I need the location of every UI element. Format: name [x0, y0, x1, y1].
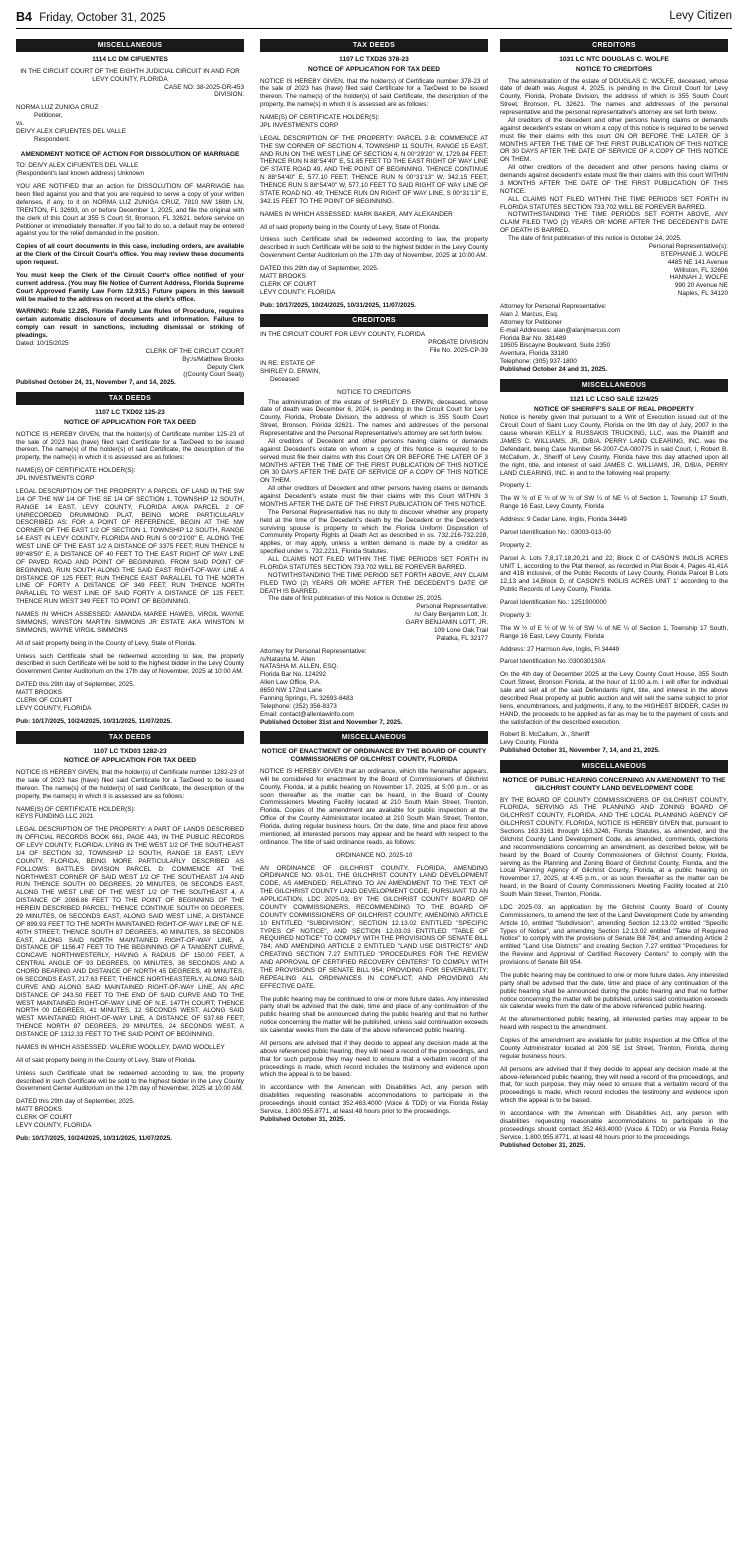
parcel-id: Parcel Identification No.:030030130A [500, 658, 606, 666]
masthead-left [16, 10, 166, 24]
attorney-line: Florida Bar No. 381489 [500, 334, 567, 342]
signature-line: LEVY COUNTY, FLORIDA [260, 288, 336, 296]
decedent-role: Deceased [270, 375, 299, 383]
signature-line: By:/s/Matthew Brooks [182, 355, 244, 363]
attorney-line: Attorney for Personal Representative: [260, 647, 367, 655]
creditor-paragraph: All other creditors of the decedent and other persons having claims or demands against decedent's estate must file their claims with this court WITHIN 3 MONTHS AFTER THE DATE OF THE FIRST PUBLICATION OF THIS NOTICE. [500, 164, 728, 195]
creditor-paragraph: All creditors of Decedent and other persons having claims or demands against Decedent's estate on whom a copy of this Notice is required to be served must file their claims with this Court ON OR BEFORE THE LATER OF 3 MONTHS AFTER THE TIME OF THE FIRST PUBLICATION OF THIS NOTICE OR 30 DAYS AFTER THE DATE OF SERVICE OF A COPY OF THIS NOTICE ON THEM. [260, 437, 488, 485]
creditor-paragraph: All other creditors of Decedent and other persons having claims or demands against Decedent's estate must file their claims with this Court WITHIN 3 MONTHS AFTER THE DATE OF THE FIRST PUBLICATION OF THIS NOTICE. [260, 485, 488, 508]
publication-dates: Pub: 10/17/2025, 10/24/2025, 10/31/2025, 11/07/2025. [260, 301, 416, 309]
ada-notice: In accordance with the American with Disabilities Act, any person with disabilities requesting reasonable accommodations to participate in the proceedings should contact 352.463.4000 (Voice & TDD) or via Florida Relay Service, 1.800.955.8771, at least 48 hours prior to the proceedings. [500, 1110, 728, 1141]
notice-id: 1107 LC TXD03 1282-23 [93, 747, 167, 755]
signature-line: LEVY COUNTY, FLORIDA [16, 1121, 92, 1129]
attorney-line: Email: contact@allenlawinfo.com [260, 710, 354, 718]
dated: Dated: 10/15/2025 [16, 339, 69, 347]
division: DIVISION: [214, 91, 244, 99]
section-header-miscellaneous: MISCELLANEOUS [500, 760, 728, 773]
section-header-tax-deeds: TAX DEEDS [260, 39, 488, 52]
holder-name: JPL INVESTMENTS CORP [260, 121, 339, 129]
versus: vs. [16, 120, 25, 128]
attorney-line: E-mail Addresses: alan@alanjmarcus.com [500, 326, 621, 334]
rep-line: 4485 NE 141 Avenue [667, 258, 728, 266]
masthead [16, 10, 732, 28]
signature-line: MATT BROOKS [260, 272, 306, 280]
dated: DATED this 29th day of September, 2025. [16, 1098, 135, 1106]
attorney-line: Attorney for Petitioner [500, 318, 562, 326]
hearing-continuation: The public hearing may be continued to one or more future dates. Any interested party shall be advised that the date, time and place of any continuation of the public hearing shall be announced during the public hearing and that no further notice concerning the matter will be published, unless said continuation exceeds six calendar weeks from the date of the above referenced public hearing. [260, 995, 488, 1035]
estate-line: IN RE: ESTATE OF [260, 360, 316, 368]
rep-line: Personal Representative: [416, 603, 488, 611]
signature-line: CLERK OF COURT [16, 696, 73, 704]
decedent-name: SHIRLEY D. ERWIN, [260, 367, 321, 375]
property-address: Address: 27 Harrison Ave, Inglis, Fl 34449 [500, 645, 620, 653]
hearing-continuation: The public hearing may be continued to one or more future dates. Any interested party shall be advised that the date, time and place of any continuation of the public hearing shall be announced during the public hearing and that no further notice concerning the matter will be published, unless said continuation exceeds six calendar weeks from the date of the above referenced public hearing. [500, 971, 728, 1011]
property-heading: Property 3: [500, 611, 532, 619]
names-assessed: NAMES IN WHICH ASSESSED: AMANDA MAREE HAWES, VIRGIL WAYNE SIMMONS, WINSTON MARTIN SIMMONS JR ESTATE AKA WINSTON M SIMMONS, WAYNE VIRGIL SIMMONS [16, 611, 244, 634]
publication-dates: Published October 31, November 7, 14, and 21, 2025. [500, 747, 660, 755]
holder-label: NAME(S) OF CERTIFICATE HOLDER(S): [16, 805, 136, 813]
attorney-line: Attorney for Personal Representative: [500, 303, 607, 311]
publication-dates: Published October 24 and 31, 2025. [500, 366, 608, 374]
notice-bold-paragraph: Copies of all court documents in this case, including orders, are available at the Clerk of the Circuit Court's office. You may review these documents upon request. [16, 243, 244, 267]
attorney-line: Alan J. Marcus, Esq. [500, 310, 559, 318]
sale-terms: On the 4th day of December 2025 at the Levy County Court House, 355 South Court Street, Bronson Florida, at the hour of 11:00 a.m. I will offer for individual sale and sell all of the said Defendants right, title, and interest in the above described Real property at public auction and will sell the same subject to prior liens, encumbrances, and judgments, if any, to the HIGHEST BIDDER, CASH IN HAND, the proceeds to be applied as far as may be to the payment of costs and the satisfaction of the described execution. [500, 671, 728, 726]
court-name: IN THE CIRCUIT COURT FOR LEVY COUNTY, FLORIDA [260, 331, 426, 339]
property-description: Parcel A: Lots 7,8,17,18,20,21 and 22, Block C of CASON'S INGLIS ACRES UNIT 1, according to the Plat thereof, as recorded in Plat Book 4, Pages 41,41A and 41B inclusive, of the Public Records of Levy County, Florida Parcel B Lots 12,13 and 14,Block D, of CASON'S INGLIS ACRES UNIT 1' according to the Public Records of Levy County, Florida. [500, 554, 728, 594]
signature-line: Levy County, Florida [500, 739, 559, 747]
signature-line: ((County Court Seal)) [183, 371, 244, 379]
masthead-rule [16, 28, 732, 29]
attorney-line: Allen Law Office, P.A. [260, 679, 321, 687]
ordinance-number: ORDINANCE NO. 2025-10 [335, 851, 413, 859]
publication-dates: Published October 31st and November 7, 2025. [260, 718, 403, 726]
rep-line: /s/ Gary Benjamin Lott, Jr. [414, 611, 488, 619]
signature-line: CLERK OF COURT [16, 1114, 73, 1122]
notice-id: 1114 LC DM CIFUENTES [92, 56, 168, 63]
creditor-paragraph: The Personal Representative has no duty to discover whether any property held at the time of the Decedent's death by the Decedent or the Decedent's surviving spouse is property to which the Florida Uniform Disposition of Community Property Rights at Death Act as described in ss. 732.216-732.228, applies, or may apply, unless a written demand is made by a creditor as specified under s. 732.2211, Florida Statutes. [260, 508, 488, 556]
section-header-creditors: CREDITORS [260, 314, 488, 327]
rep-line: Naples, FL 34120 [677, 290, 728, 298]
notice-title: NOTICE OF APPLICATION FOR TAX DEED [307, 65, 441, 73]
attorney-line: Telephone: (305) 937-1800 [500, 358, 577, 366]
rep-line: Williston, FL 32696 [673, 266, 728, 274]
column-1 [16, 36, 244, 1146]
property-description: The W ½ of E ½ of W ½ of SW ¼ of NE ¼ of Section 1, Township 17 South, Range 16 East, Levy County, Florida [500, 624, 728, 640]
creditor-paragraph: The date of first publication of this notice is October 24, 2025. [508, 235, 682, 243]
petitioner-role: Petitioner, [34, 112, 63, 120]
attorney-line: Telephone: (352) 356-8373 [260, 702, 337, 710]
creditor-paragraph: NOTWITHSTANDING THE TIME PERIOD SET FORTH ABOVE, ANY CLAIM FILED TWO (2) YEARS OR MORE AFTER THE DECEDENT'S DATE OF DEATH IS BARRED. [260, 571, 488, 595]
signature-line: CLERK OF COURT [260, 280, 317, 288]
publication-dates: Published October 24, 31, November 7, and 14, 2025. [16, 379, 176, 387]
column-3 [500, 36, 728, 1152]
notice-title: NOTICE OF PUBLIC HEARING CONCERNING AN AMENDMENT TO THE GILCHRIST COUNTY LAND DEVELOPMENT CODE [502, 777, 726, 792]
rep-line: Palatka, FL 32177 [436, 634, 488, 642]
signature-line: MATT BROOKS [16, 689, 62, 697]
legal-description: LEGAL DESCRIPTION OF THE PROPERTY: PARCEL 2-B: COMMENCE AT THE SW CORNER OF SECTION 4, TOWNSHIP 11 SOUTH, RANGE 15 EAST, AND RUN ON THE WEST LINE OF SECTION 4, N 00°29'20" W, 1729.84 FEET; THENCE RUN N 88°54'40" E, 51.85 FEET TO THE EAST RIGHT OF WAY LINE OF STATE ROAD 49, AND THE POINT OF BEGINNING. THENCE CONTINUE N 88°54'40" E, 577.10 FEET; THENCE RUN N 00°31'13" W, 342.15 FEET; THENCE RUN S 88°54'40" W, 577.10 FEET TO SAID RIGHT OF WAY LINE OF STATE ROAD NO. 49; THENCE RUN ON RIGHT OF WAY LINE, S 00°31'13" E, 342.15 FEET TO THE POINT OF BEGINNING. [260, 134, 488, 205]
legal-description: LEGAL DESCRIPTION OF THE PROPERTY: A PART OF LANDS DESCRIBED IN OFFICIAL RECORDS BOOK 661, PAGE 443, IN THE PUBLIC RECORDS OF LEVY COUNTY, FLORIDA; LYING IN THE WEST 1/2 OF THE SOUTHEAST 1/4 OF SECTION 32, TOWNSHIP 12 SOUTH, RANGE 18 EAST, LEVY COUNTY, FLORIDA, BEING MORE PARTICULARLY DESCRIBED AS FOLLOWS: BATTLES DIVISION PARCEL D: COMMENCE AT THE NORTHWEST CORNER OF SAID WEST 1/2 OF THE SOUTHEAST 1/4 AND RUN THENCE SOUTH 00 DEGREES, 29 MINUTES, 06 SECONDS EAST, ALONG THE WEST LINE OF THE WEST 1/2 OF THE SOUTHEAST 4, A DISTANCE OF 2086.86 FEET TO THE POINT OF BEGINNING OF THE HEREIN DESCRIBED PARCEL; THENCE CONTINUE SOUTH 00 DEGREES, 29 MINUTES, 06 SECONDS EAST, ALONG SAID WEST LINE, A DISTANCE OF 899.93 FEET TO THE NORTH MAINTAINED RIGHT-OF-WAY LINE OF N.E. 40TH STREET; THENCE SOUTH 87 DEGREES, 40 MINUTES, 38 SECONDS EAST, ALONG SAID NORTH MAINTAINED RIGHT-OF-WAY LINE, A DISTANCE OF 1156.47 FEET TO THE BEGINNING OF A TANGENT CURVE, CONCAVE NORTHWESTERLY, HAVING A RADIUS OF 150.00 FEET, A CENTRAL ANGLE OF 93 DEGREES, 00 MINUTES, 38 SECONDS AND A CHORD BEARING AND DISTANCE OF NORTH 45 DEGREES, 49 MINUTES, 06 SECONDS EAST, 217.63 FEET; THENCE NORTHEASTERLY, ALONG SAID CURVE AND ALONG SAID MAINTAINED RIGHT-OF-WAY LINE, AN ARC DISTANCE OF 243.50 FEET TO THE END OF SAID CURVE AND TO THE WEST MAINTAINED RIGHT-OF-WAY LINE OF N.E. 147TH COURT; THENCE NORTH 00 DEGREES, 41 MINUTES, 12 SECONDS WEST, ALONG SAID WEST MAINTAINED RIGHT-OF-WAY LINE, A DISTANCE OF 537.68 FEET; THENCE NORTH 87 DEGREES, 29 MINUTES, 24 SECONDS WEST, A DISTANCE OF 1312.33 FEET TO THE SAID POINT OF BEGINNING. [16, 826, 244, 1039]
rep-line: 109 Lone Oak Trail [434, 626, 488, 634]
hearing-appearance: At the aforementioned public hearing, all interested parties may appear to be heard with respect to the amendment. [500, 1016, 728, 1032]
issue-date: Friday, October 31, 2025 [39, 12, 166, 24]
parcel-id: Parcel Identification No.: 1251900000 [500, 599, 607, 607]
respondent-address: (Respondent's last known address) Unknown [16, 170, 145, 178]
notice-title: NOTICE OF ENACTMENT OF ORDINANCE BY THE BOARD OF COUNTY COMMISSIONERS OF GILCHRIST COUNTY, FLORIDA [261, 748, 487, 764]
property-location: All of said property being in the County of Levy, State of Florida. [16, 1056, 197, 1064]
hearing-notice: BY THE BOARD OF COUNTY COMMISSIONERS OF GILCHRIST COUNTY, FLORIDA, SERVING AS THE PLANNING AND ZONING BOARD OF GILCHRIST COUNTY, FLORIDA, AND THE LOCAL PLANNING AGENCY OF GILCHRIST COUNTY, FLORIDA, NOTICE IS HEREBY GIVEN that, pursuant to Sections 163.3161 through 163.3248, Florida Statutes, as amended, and the Gilchrist County Land Development Code, as amended, comments, objections and recommendations concerning an amendment, as described below, will be heard by the Board of County Commissioners of Gilchrist County, Florida, serving as the Planning and Zoning Board of Gilchrist County, Florida, and the Local Planning Agency of Gilchrist County, Florida, at a public hearing on November 17, 2025, at 4:45 p.m., or as soon thereafter as the matter can be heard, in the Board of County Commissioners Meeting Facility located at 210 South Main Street, Trenton, Florida. [500, 796, 728, 899]
attorney-line: /s/Natasha M. Allen [260, 655, 316, 663]
signature-line: Deputy Clerk [207, 363, 244, 371]
property-heading: Property 2: [500, 541, 532, 549]
attorney-line: Fanning Springs, FL 32693-8483 [260, 694, 354, 702]
section-header-tax-deeds: TAX DEEDS [16, 731, 244, 744]
notice-body: YOU ARE NOTIFIED that an action for DISSOLUTION OF MARRIAGE has been filed against you and that you are required to serve a copy of your written defenses, if any, to it on NORMA LUZ ZUNIGA CRUZ, 7810 NW 168th LN, TRENTON, FL 32693, on or before December 1, 2025, and file the original with the clerk of this Court at 355 S Court St, Bronson, FL 32621. before service on Petitioner or immediately thereafter. If you fail to do so, a default may be entered against you for the relief demanded in the position. [16, 183, 244, 238]
signature-line: LEVY COUNTY, FLORIDA [16, 704, 92, 712]
section-header-miscellaneous: MISCELLANEOUS [16, 39, 244, 52]
rep-line: HANNAH J. WOLFE [669, 274, 728, 282]
redemption-notice: Unless such Certificate shall be redeemed according to law, the property described in such Certificate will be sold to the highest bidder in the Levy County Government Center Auditorium on the 17th day of November, 2025 at 10:00 AM. [16, 1069, 244, 1093]
notice-intro: NOTICE IS HEREBY GIVEN, that the holder(s) of Certificate number 1282-23 of the sale of 2023 has (have) filed said Certificate for a TaxDeed to be issued thereon. The name(s) of the holder(s) of said Certificate, the description of the property, the name(s) in which it is assessed are as follows: [16, 769, 244, 800]
rep-line: 990 20 Avenue NE [674, 282, 728, 290]
creditor-paragraph: All creditors of the decedent and other persons having claims or demands against decedent's estate on whom a copy of this notice is required to be served must file their claims with this court ON OR BEFORE THE LATER OF 3 MONTHS AFTER THE TIME OF THE FIRST PUBLICATION OF THIS NOTICE OR 30 DAYS AFTER THE DATE OF SERVICE OF A COPY OF THIS NOTICE ON THEM. [500, 116, 728, 164]
page-label: B4 [16, 10, 32, 24]
notice-title: NOTICE OF APPLICATION FOR TAX DEED [63, 757, 197, 765]
publication-dates: Published October 31, 2025. [260, 1115, 346, 1123]
legal-description: LEGAL DESCRIPTION OF THE PROPERTY: A PARCEL OF LAND IN THE SW 1/4 OF THE NW 1/4 OF THE SE 1/4 OF SECTION 1, TOWNSHIP 12 SOUTH, RANGE 14 EAST, LEVY COUNTY, FLORIDA A/K/A PARCEL 2 OF UNRECORDED DRUMMOND PLAT, BEING MORE PARTICULARLY DESCRIBED AS: FOR A POINT OF REFERENCE, BEGIN AT THE NW CORNER OF THE EAST 1/2 OF SECTION 1, TOWNSHIP 12 SOUTH, RANGE 14 EAST IN LEVY COUNTY, FLORIDA AND RUN S 00°21'00" E, ALONG THE WEST LINE OF THE EAST 1/2 A DISTANCE OF 3375 FEET; RUN THENCE N 89°48'50" E, A DISTANCE OF 40 FEET TO THE EAST RIGHT OF WAY LINE OF PAVED ROAD AND POINT OF BEGINNING. FROM SAID POINT OF BEGINNING, RUN SOUTH ALONG THE SAID EAST RIGHT-OF-WAY LINE A DISTANCE OF 125 FEET; RUN THENCE EAST PARALLEL TO THE NORTH LINE OF FORTY A DISTANCE OF 349 FEET; RUN THENCE NORTH PARALLEL TO WEST LINE OF SAID FORTY A DISTANCE OF 125 FEET; THENCE RUN WEST 349 FEET TO POINT OF BEGINNING. [16, 487, 244, 606]
attorney-line: Aventura, Florida 33180 [500, 350, 569, 358]
creditor-paragraph: The administration of the estate of DOUGLAS C. WOLFE, deceased, whose date of death was August 4, 2025, is pending in the Circuit Court for Levy County, Florida, Probate Division, the address of which is 355 South Court Street, Bronson, FL 32621. The names and addresses of the personal representative and the personal representative's attorney are set forth below. [500, 77, 728, 117]
signature-line: Robert B. McCallum, Jr., Sheriff [500, 731, 590, 739]
dated: DATED this 29th day of September, 2025. [260, 265, 379, 273]
publication-dates: Published October 31, 2025. [500, 1141, 586, 1149]
appeal-notice: All persons are advised that if they decide to appeal any decision made at the above-referenced public hearing, they will need a record of the proceedings, and that, for such purpose, they may need to ensure that a verbatim record of the proceedings is made, which record includes the testimony and evidence upon which the appeal is to be based. [500, 1065, 728, 1105]
notice-id: 1107 LC TXD26 378-23 [339, 56, 409, 63]
notice-to: TO: DEIVY ALEX CIFUENTES DEL VALLE [16, 162, 139, 170]
creditor-paragraph: NOTWITHSTANDING THE TIME PERIODS SET FORTH ABOVE, ANY CLAIM FILED TWO (2) YEARS OR MORE AFTER THE DECEDENT'S DATE OF DEATH IS BARRED. [500, 211, 728, 235]
signature-line: MATT BROOKS [16, 1106, 62, 1114]
property-address: Address: 9 Cedar Lane, Inglis, Florida 34449 [500, 516, 627, 524]
inspection-notice: Copies of the amendment are available for public inspection at the Office of the County Administrator located at 209 SE 1st Street, Trenton, Florida, during regular business hours. [500, 1037, 728, 1060]
rep-line: GARY BENJAMIN LOTT, JR. [405, 619, 488, 627]
property-location: All of said property being in the County of Levy, State of Florida. [260, 223, 441, 231]
section-header-miscellaneous: MISCELLANEOUS [260, 731, 488, 744]
notice-title: NOTICE OF APPLICATION FOR TAX DEED [63, 418, 197, 426]
ordinance-notice: NOTICE IS HEREBY GIVEN that an ordinance, which title hereinafter appears, will be considered for enactment by the Board of Commissioners of Gilchrist County, Florida, at a public hearing on November 17, 2025, at 5:00 p.m., or as soon thereafter as the matter can be heard, in the Board of County Commissioners Meeting Facility located at 210 South Main Street, Trenton, Florida. Copies of the amendment are available for public inspection at the Office of the County Administrator located at 210 South Main Street, Trenton, Florida, during regular business hours. On the date, time and place first above mentioned, all interested persons may appear and be heard with respect to the ordinance. The title of said ordinance reads, as follows: [260, 767, 488, 846]
property-description: The W ½ of E ½ of W ½ of SW ¼ of NE ¼ of Section 1, Township 17 South, Range 16 East, Levy County, Florida [500, 495, 728, 511]
holder-label: NAME(S) OF CERTIFICATE HOLDER(S): [16, 467, 136, 475]
column-2 [260, 36, 488, 1127]
holder-name: JPL INVESTMENTS CORP [16, 475, 95, 483]
section-header-creditors: CREDITORS [500, 39, 728, 52]
creditor-paragraph: The administration of the estate of SHIRLEY D. ERWIN, deceased, whose date of death was December 6, 2024, is pending in the Circuit Court for Levy County, Florida, Probate Division, the address of which is 355 South Court Street, Bronson, Florida 32621. The names and addresses of the personal Representative and the Personal Representative's attorney are set forth below. [260, 398, 488, 438]
parcel-id: Parcel Identification No.: 03003-013-00 [500, 528, 611, 536]
names-assessed: NAMES IN WHICH ASSESSED: MARK BAKER, AMY ALEXANDER [260, 210, 453, 218]
ordinance-title: AN ORDINANCE OF GILCHRIST COUNTY, FLORIDA, AMENDING ORDINANCE NO. 93-01, THE GILCHRIST COUNTY LAND DEVELOPMENT CODE, AS AMENDED; RELATING TO AN AMENDMENT TO THE TEXT OF THE GILCHRIST COUNTY LAND DEVELOPMENT CODE, PURSUANT TO AN APPLICATION, LDC 2025-03, BY THE GILCHRIST COUNTY BOARD OF COUNTY COMMISSIONERS, RECOMMENDING TO THE BOARD OF COUNTY COMMISSIONERS OF GILCHRIST COUNTY; AMENDING ARTICLE 10 ENTITLED "SUBDIVISION", SECTION 12.13.02 ENTITLED "SPECIFIC TYPES OF NOTICE", AND SECTION 12.03.03 ENTITLED "TABLE OF REQUIRED NOTICE" TO COMPLY WITH THE PROVISIONS OF SENATE BILL 784; AND AMENDING ARTICLE 2 ENTITLED "LAND USE DISTRICTS" AND CREATING SECTION 7.27 ENTITLED "PROCEDURES FOR THE REVIEW AND APPROVAL OF CERTIFIED RECOVERY CENTERS" TO COMPLY WITH THE PROVISIONS OF SENATE BILL 954; PROVIDING FOR SEVERABILITY; REPEALING ALL ORDINANCES IN CONFLICT; AND PROVIDING AN EFFECTIVE DATE. [260, 864, 488, 990]
notice-title: AMENDMENT NOTICE OF ACTION FOR DISSOLUTION OF MARRIAGE [20, 150, 240, 158]
amendment-description: LDC 2025-03, an application by the Gilchrist County Board of County Commissioners, to amend the text of the Land Development Code by amending Article 10, entitled "Subdivision", amending Section 12.13.02 entitled "Specific Types of Notice", and amending Section 12.13.02 entitled "Table of Required Notice" to comply with the provisions of Senate Bill 784; and amending Article 2 entitled "Land Use Districts" and creating Section 7.27 entitled "Procedures for the Review and Approval of Certified Recovery Centers" to comply with the provisions of Senate Bill 954. [500, 903, 728, 967]
court-name: IN THE CIRCUIT COURT OF THE EIGHTH JUDICIAL CIRCUIT IN AND FOR LEVY COUNTY, FLORIDA [20, 67, 240, 83]
creditor-paragraph: ALL CLAIMS NOT FILED WITHIN THE TIME PERIODS SET FORTH IN FLORIDA STATUTES SECTION 733.702 WILL BE FOREVER BARRED. [260, 556, 488, 571]
names-assessed: NAMES IN WHICH ASSESSED: VALERIE WOOLLEY, DAVID WOOLLEY [16, 1043, 225, 1051]
notice-bold-paragraph: You must keep the Clerk of the Circuit Court's office notified of your current address. (You may file Notice of Current Address, Florida Supreme Court Approved Family Law Form 12.915.) Future papers in this lawsuit will be mailed to the address on record at the clerk's office. [16, 271, 244, 303]
section-header-tax-deeds: TAX DEEDS [16, 392, 244, 405]
file-number: File No. 2025-CP-39 [429, 347, 488, 355]
division: PROBATE DIVISION [428, 339, 488, 347]
dated: DATED this 29th day of September, 2025. [16, 681, 135, 689]
notice-bold-paragraph: WARNING: Rule 12.285, Florida Family Law Rules of Procedure, requires certain automatic disclosure of documents and information. Failure to comply can result in sanctions, including dismissal or striking of pleadings. [16, 308, 244, 340]
notice-id: 1121 LC LCSO SALE 12/4/25 [569, 395, 659, 403]
property-heading: Property 1: [500, 482, 532, 490]
notice-id: 1107 LC TXD02 125-23 [95, 409, 165, 417]
property-location: All of said property being in the County of Levy, State of Florida. [16, 639, 197, 647]
section-header-miscellaneous: MISCELLANEOUS [500, 379, 728, 392]
publication-dates: Pub: 10/17/2025, 10/24/2025, 10/31/2025, 11/07/2025. [16, 717, 172, 725]
attorney-line: Florida Bar No. 124292 [260, 671, 327, 679]
attorney-line: NATASHA M. ALLEN, ESQ. [260, 663, 339, 671]
notice-intro: NOTICE IS HEREBY GIVEN, that the holder(s) of Certificate number 378-23 of the sale of 2023 has (have) filed said Certificate for a TaxDeed to be issued thereon. The name(s) of the holder(s) of said Certificate, the description of the property, the name(s) in which it is assessed are as follows: [260, 77, 488, 109]
case-number: CASE NO: 38-2025-DR-453 [164, 83, 244, 91]
notice-title: NOTICE TO CREDITORS [337, 388, 411, 396]
redemption-notice: Unless such Certificate shall be redeemed according to law, the property described in such Certificate will be sold to the highest bidder in the Levy County Government Center Auditorium on the 17th day of November, 2025 at 10:00 AM. [16, 652, 244, 676]
appeal-notice: All persons are advised that if they decide to appeal any decision made at the above referenced public hearing, they will need a record of the proceedings, and that for such purpose they may need to ensure that a verbatim record of the proceedings is made, which record includes the testimony and evidence upon which the appeal is to be based. [260, 1039, 488, 1079]
sheriff-sale-intro: Notice is hereby given that pursuant to a Writ of Execution issued out of the Circuit Court of Saint Lucy County, Florida on the 9th day of July, 2007 in the cause wherein KELLY & RUSSAKIS TRUCKING, LLC, was the Plaintiff and JAMES C. WILLIAMS, JR, D/B/A. PERRY LAND CLEARING, INC. was the Defendant, being Case Number 56-2007-CA-000775 in said Court, I, Robert B. McCallum, Jr., Sheriff of Levy County, Florida have this day attached upon all the right, title, and interest of said JAMES C. WILLIAMS, JR, D/B/A, PERRY LAND CLEARING, INC. in and to the following real property: [500, 414, 728, 477]
signature-line: CLERK OF THE CIRCUIT COURT [145, 347, 244, 355]
notice-intro: NOTICE IS HEREBY GIVEN, that the holder(s) of Certificate number 125-23 of the sale of 2023 has (have) filed said Certificate for a TaxDeed to be issued thereon. The name(s) of the holder(s) of said Certificate, the description of the property, the name(s) in which it is assessed are as follows: [16, 430, 244, 462]
petitioner-name: NORMA LUZ ZUNIGA CRUZ [16, 104, 99, 112]
ada-notice: In accordance with the American with Disabilities Act, any person with disabilities requesting reasonable accommodations to participate in the proceedings should contact 352.463.4000 (Voice & TDD) or via Florida Relay Service, 1.800.955.8771, at least 48 hours prior to the proceedings. [260, 1084, 488, 1115]
notice-title: NOTICE OF SHERIFF'S SALE OF REAL PROPERTY [533, 405, 695, 413]
paper-name: Levy Citizen [669, 10, 732, 22]
holder-name: KEYS FUNDING LLC 2021 [16, 813, 94, 821]
holder-label: NAME(S) OF CERTIFICATE HOLDER(S): [260, 114, 380, 122]
notice-title: NOTICE TO CREDITORS [575, 65, 653, 73]
attorney-line: 8650 NW 172nd Lane [260, 687, 323, 695]
respondent-name: DEIVY ALEX CIFUENTES DEL VALLE [16, 127, 126, 135]
respondent-role: Respondent. [34, 135, 71, 143]
creditor-paragraph: ALL CLAIMS NOT FILED WITHIN THE TIME PERIODS SET FORTH IN FLORIDA STATUTES SECTION 733.702 WILL BE FOREVER BARRED. [500, 195, 728, 211]
publication-dates: Pub: 10/17/2025, 10/24/2025, 10/31/2025, 11/07/2025. [16, 1134, 172, 1142]
rep-line: STEPHANIE J. WOLFE [660, 250, 728, 258]
redemption-notice: Unless such Certificate shall be redeemed according to law, the property described in such Certificate will be sold to the highest bidder in the Levy County Government Center Auditorium on the 17th day of November, 2025 at 10:00 AM. [260, 236, 488, 260]
rep-line: Personal Representative(s): [648, 242, 728, 250]
notice-id: 1031 LC NTC DOUGLAS C. WOLFE [559, 56, 669, 63]
attorney-line: 19505 Biscayne Boulevard, Suite 2350 [500, 342, 611, 350]
creditor-paragraph: The date of first publication of this Notice is October 25, 2025. [268, 595, 443, 603]
